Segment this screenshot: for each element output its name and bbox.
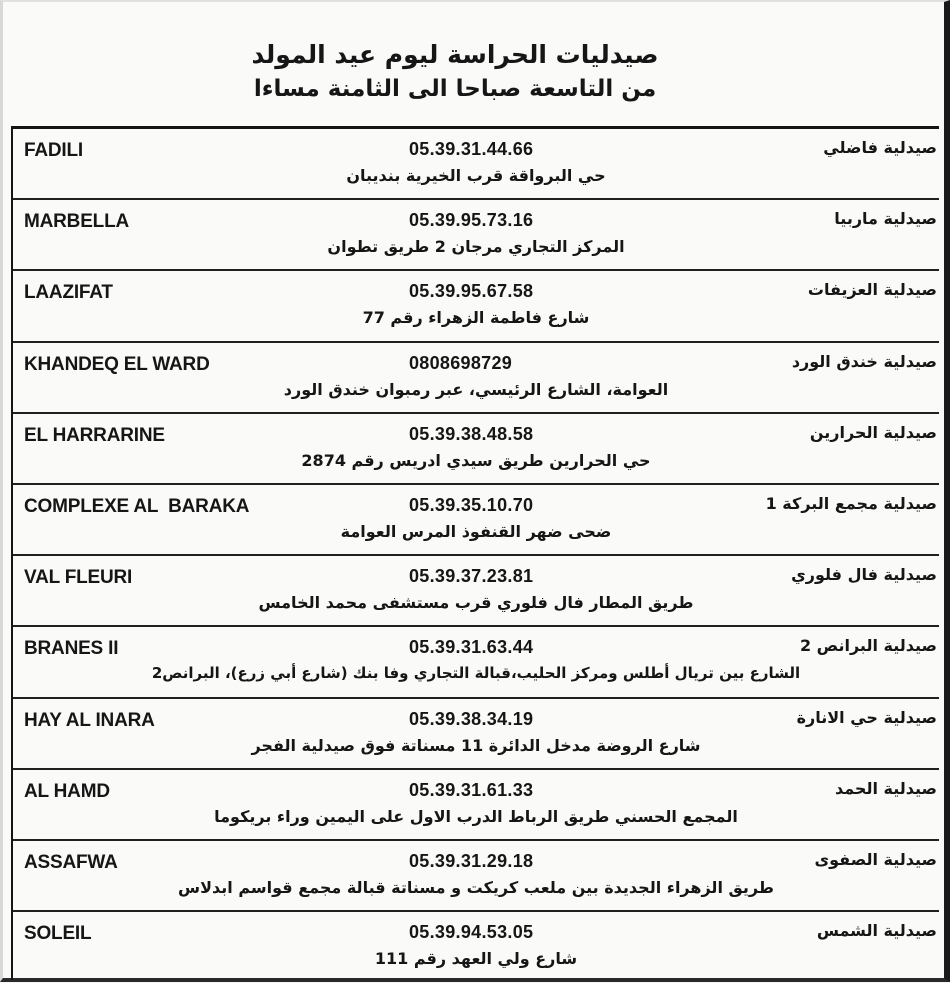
pharmacy-latin-name: AL HAMD bbox=[24, 780, 110, 802]
pharmacy-address: المجمع الحسني طريق الرباط الدرب الاول على اليمين وراء بريكوما bbox=[214, 806, 738, 826]
pharmacy-latin-name: EL HARRARINE bbox=[24, 424, 165, 446]
pharmacy-latin-name: HAY AL INARA bbox=[24, 709, 155, 731]
pharmacy-address: حي البرواقة قرب الخيرية بنديبان bbox=[346, 166, 606, 185]
pharmacy-address: حي الحرارين طريق سيدي ادريس رقم 2874 bbox=[301, 450, 651, 470]
pharmacy-row bbox=[13, 699, 939, 770]
pharmacy-arabic-name: صيدلية فاضلي bbox=[823, 138, 937, 157]
header-subtitle: من التاسعة صباحا الى الثامنة مساءا bbox=[253, 76, 657, 102]
pharmacy-row bbox=[13, 770, 939, 841]
pharmacy-row bbox=[13, 414, 939, 485]
pharmacy-arabic-name: صيدلية حي الانارة bbox=[796, 707, 937, 727]
pharmacy-arabic-name: صيدلية العزيفات bbox=[807, 280, 937, 300]
pharmacy-arabic-name: صيدلية الصفوى bbox=[814, 849, 937, 869]
pharmacy-latin-name: KHANDEQ EL WARD bbox=[24, 353, 210, 375]
pharmacy-row bbox=[13, 343, 939, 414]
pharmacy-phone: 05.39.38.34.19 bbox=[409, 708, 534, 729]
pharmacy-row bbox=[13, 129, 939, 200]
pharmacy-row bbox=[13, 627, 939, 698]
pharmacy-row bbox=[13, 271, 939, 342]
pharmacy-phone: 05.39.37.23.81 bbox=[409, 566, 534, 587]
pharmacy-latin-name: LAAZIFAT bbox=[24, 282, 113, 304]
pharmacy-phone: 05.39.31.61.33 bbox=[409, 779, 534, 800]
pharmacy-latin-name: BRANES II bbox=[24, 638, 119, 660]
pharmacy-phone: 05.39.95.73.16 bbox=[409, 210, 534, 231]
pharmacy-arabic-name: صيدلية الشمس bbox=[816, 921, 937, 941]
pharmacy-arabic-name: صيدلية الحمد bbox=[834, 778, 937, 798]
pharmacy-arabic-name: صيدلية خندق الورد bbox=[791, 351, 937, 371]
pharmacy-address: ضحى ضهر القنفوذ المرس العوامة bbox=[340, 521, 612, 541]
pharmacy-phone: 05.39.94.53.05 bbox=[409, 922, 534, 943]
pharmacy-latin-name: VAL FLEURI bbox=[24, 567, 133, 589]
document-header bbox=[3, 38, 947, 106]
pharmacy-row bbox=[13, 200, 939, 271]
pharmacy-phone: 05.39.31.44.66 bbox=[409, 139, 534, 159]
pharmacy-address: المركز التجاري مرجان 2 طريق تطوان bbox=[327, 237, 625, 257]
pharmacy-address: طريق الزهراء الجديدة بين ملعب كريكت و مسناتة قبالة مجمع قواسم ابدلاس bbox=[178, 877, 774, 897]
pharmacy-row bbox=[13, 485, 939, 556]
pharmacy-row bbox=[13, 912, 939, 983]
pharmacy-arabic-name: صيدلية البرانص 2 bbox=[799, 636, 937, 656]
pharmacy-phone: 05.39.31.29.18 bbox=[409, 850, 534, 871]
pharmacy-phone: 05.39.31.63.44 bbox=[409, 637, 534, 658]
pharmacy-latin-name: ASSAFWA bbox=[24, 851, 118, 873]
pharmacy-table bbox=[11, 126, 939, 980]
pharmacy-arabic-name: صيدلية مجمع البركة 1 bbox=[765, 493, 937, 513]
pharmacy-arabic-name: صيدلية فال فلوري bbox=[791, 565, 937, 585]
pharmacy-latin-name: SOLEIL bbox=[24, 923, 92, 945]
pharmacy-address: العوامة، الشارع الرئيسي، عبر رمبوان خندق الورد bbox=[283, 379, 669, 399]
pharmacy-phone: 0808698729 bbox=[409, 352, 513, 373]
pharmacy-phone: 05.39.38.48.58 bbox=[409, 423, 534, 444]
pharmacy-address: طريق المطار فال فلوري قرب مستشفى محمد الخامس bbox=[258, 593, 694, 613]
header-title: صيدليات الحراسة ليوم عيد المولد bbox=[251, 40, 659, 69]
pharmacy-arabic-name: صيدلية ماربيا bbox=[834, 209, 937, 229]
pharmacy-row bbox=[13, 556, 939, 627]
pharmacy-address: شارع ولي العهد رقم 111 bbox=[374, 949, 578, 969]
pharmacy-phone: 05.39.95.67.58 bbox=[409, 281, 534, 302]
pharmacy-address: شارع الروضة مدخل الدائرة 11 مسناتة فوق صيدلية الفجر bbox=[251, 735, 701, 755]
pharmacy-address: شارع فاطمة الزهراء رقم 77 bbox=[362, 308, 590, 328]
pharmacy-latin-name: FADILI bbox=[24, 140, 83, 161]
pharmacy-address: الشارع بين تريال أطلس ومركز الحليب،قبالة التجاري وفا بنك (شارع أبي زرع)، البرانص2 bbox=[151, 664, 801, 683]
pharmacy-arabic-name: صيدلية الحرارين bbox=[809, 422, 937, 442]
pharmacy-phone: 05.39.35.10.70 bbox=[409, 494, 534, 515]
pharmacy-latin-name: COMPLEXE AL BARAKA bbox=[24, 495, 250, 517]
pharmacy-row bbox=[13, 841, 939, 912]
pharmacy-latin-name: MARBELLA bbox=[24, 211, 129, 233]
